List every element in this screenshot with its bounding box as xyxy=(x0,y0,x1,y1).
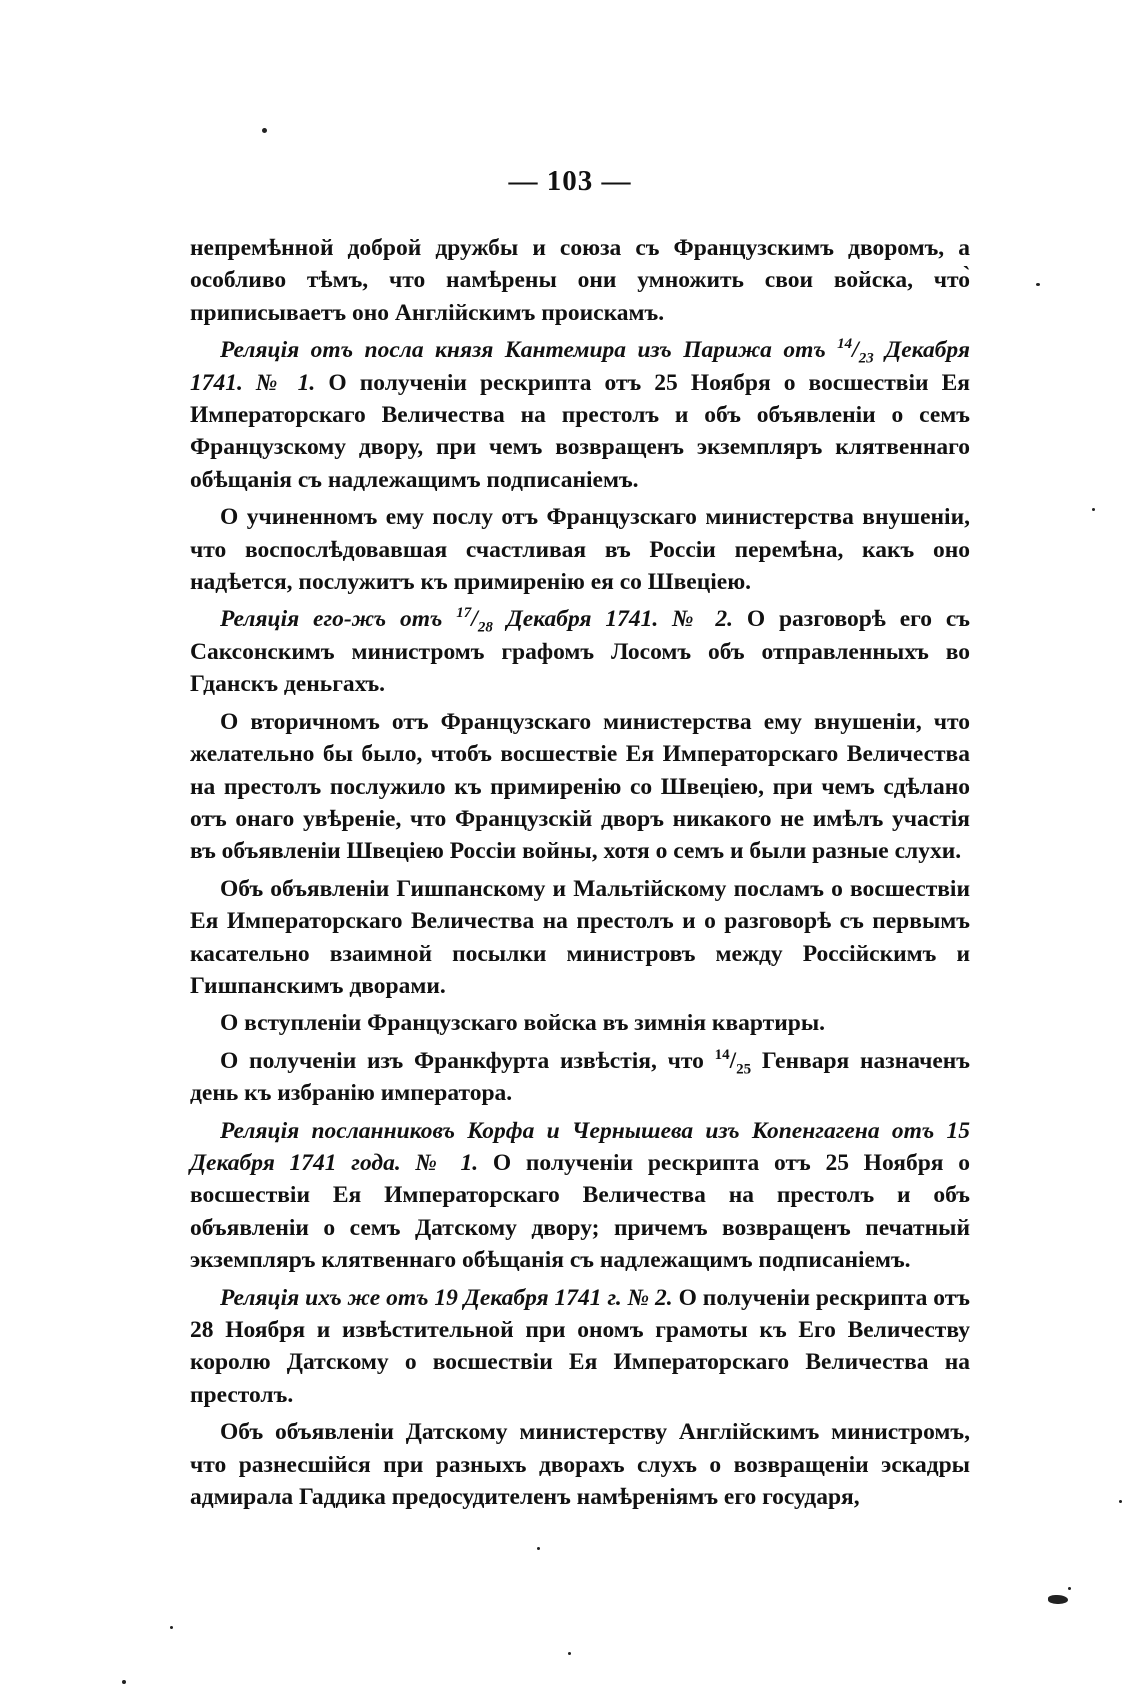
paragraph-text: О учиненномъ ему послу отъ Французскаго министерства внушеніи, что воспослѣдовавшая счастливая въ Россіи перемѣна, какъ оно надѣется, послужитъ къ примиренію ея со Швеціею. xyxy=(190,504,970,596)
scan-ink-mark xyxy=(1048,1595,1068,1604)
paragraph: Реляція его-жъ отъ $^{17}/_{28}$ Декабря 1741. № 2. О разговорѣ его съ Саксонскимъ министромъ графомъ Лосомъ объ отправленныхъ во Гданскъ деньгахъ. xyxy=(190,605,970,698)
paragraph-text: непремѣнной доброй дружбы и союза съ Французскимъ дворомъ, а особливо тѣмъ, что намѣрены они умножить свои войска, что̀ приписываетъ оно Англійскимъ проискамъ. xyxy=(190,235,970,326)
scan-speck xyxy=(1092,508,1095,511)
date-subscript: 28 xyxy=(477,620,493,637)
paragraph xyxy=(190,873,970,1003)
body-text xyxy=(190,232,970,1518)
paragraph-text-before: О полученіи изъ Франкфурта извѣстія, что xyxy=(220,1047,715,1074)
scan-speck xyxy=(1068,1587,1071,1590)
relation-heading: Реляція отъ посла князя Кантемира изъ Парижа отъ xyxy=(220,337,838,364)
scan-speck xyxy=(537,1547,540,1550)
paragraph xyxy=(190,706,970,868)
paragraph-text: О полученіи рескрипта отъ 28 Ноября и извѣстительной при ономъ грамоты къ Его Величеству королю Датскому о восшествіи Ея Императорскаго Величества на престолъ. xyxy=(190,1284,970,1408)
paragraph xyxy=(190,1416,970,1513)
scan-speck xyxy=(1119,1500,1122,1503)
scan-speck xyxy=(170,1626,173,1629)
paragraph xyxy=(190,1007,970,1039)
paragraph xyxy=(190,501,970,598)
paragraph-text: Генваря назначенъ день къ избранію императора. xyxy=(190,1047,970,1107)
date-subscript: 25 xyxy=(736,1061,752,1078)
relation-heading: Реляція ихъ же отъ 19 Декабря 1741 г. № 2. xyxy=(220,1284,673,1311)
paragraph-text: О разговорѣ его съ Саксонскимъ министромъ графомъ Лосомъ объ отправленныхъ во Гданскъ деньгахъ. xyxy=(190,606,970,698)
scan-speck xyxy=(1036,283,1040,286)
date-superscript: 14 xyxy=(714,1046,730,1063)
paragraph-text: О вступленіи Французскаго войска въ зимнія квартиры. xyxy=(220,1010,826,1037)
paragraph-text: О полученіи рескрипта отъ 25 Ноября о восшествіи Ея Императорскаго Величества на престолъ и объ объявленіи о семъ Французскому двору, при чемъ возвращенъ экземпляръ клятвеннаго обѣщанія съ надлежащимъ подписаніемъ. xyxy=(190,369,970,493)
relation-heading: Реляція посланниковъ Корфа и Чернышева изъ Копенгагена отъ 15 Декабря 1741 года. № 1. xyxy=(190,1117,970,1176)
page-number: — 103 — xyxy=(508,165,632,197)
scan-speck xyxy=(262,128,267,133)
paragraph xyxy=(190,1115,970,1277)
paragraph: О полученіи изъ Франкфурта извѣстія, что $^{14}/_{25}$ Генваря назначенъ день къ избранію императора. xyxy=(190,1046,970,1107)
date-subscript: 23 xyxy=(858,350,874,367)
paragraph: Реляція отъ посла князя Кантемира изъ Парижа отъ $^{14}/_{23}$ Декабря 1741. № 1. О полученіи рескрипта отъ 25 Ноября о восшествіи Ея Императорскаго Величества на престолъ и объ объявленіи о семъ Французскому двору, при чемъ возвращенъ экземпляръ клятвеннаго обѣщанія съ надлежащимъ подписаніемъ. xyxy=(190,336,970,493)
scan-speck xyxy=(568,1652,571,1655)
paragraph xyxy=(190,1282,970,1412)
relation-heading: Реляція его-жъ отъ xyxy=(220,606,457,633)
relation-heading-tail: Декабря 1741. № 2. xyxy=(492,606,733,633)
paragraph-text: Объ объявленіи Гишпанскому и Мальтійскому посламъ о восшествіи Ея Императорскаго Величества на престолъ и о разговорѣ съ первымъ касательно взаимной посылки министровъ между Россійскимъ и Гишпанскимъ дворами. xyxy=(190,875,970,999)
date-superscript: 14 xyxy=(837,336,853,353)
paragraph-text: Объ объявленіи Датскому министерству Англійскимъ министромъ, что разнесшійся при разныхъ дворахъ слухъ о возвращеніи эскадры адмирала Гаддика предосудителенъ намѣреніямъ его государя, xyxy=(190,1419,970,1511)
paragraph-text: О вторичномъ отъ Французскаго министерства ему внушеніи, что желательно бы было, чтобъ восшествіе Ея Императорскаго Величества на престолъ послужило къ примиренію со Швеціею, при чемъ сдѣлано отъ онаго увѣреніе, что Французскій дворъ никакого не имѣлъ участія въ объявленіи Швеціею Россіи войны, хотя о семъ и были разные слухи. xyxy=(190,708,970,865)
paragraph xyxy=(190,232,970,329)
scan-speck xyxy=(122,1680,126,1684)
relation-heading-tail: Декабря 1741. № 1. xyxy=(190,337,970,396)
paragraph-text: О полученіи рескрипта отъ 25 Ноября о восшествіи Ея Императорскаго Величества на престолъ и объ объявленіи о семъ Датскому двору; причемъ возвращенъ печатный экземпляръ клятвеннаго обѣщанія съ надлежащимъ подписаніемъ. xyxy=(190,1149,970,1274)
date-superscript: 17 xyxy=(456,605,472,622)
